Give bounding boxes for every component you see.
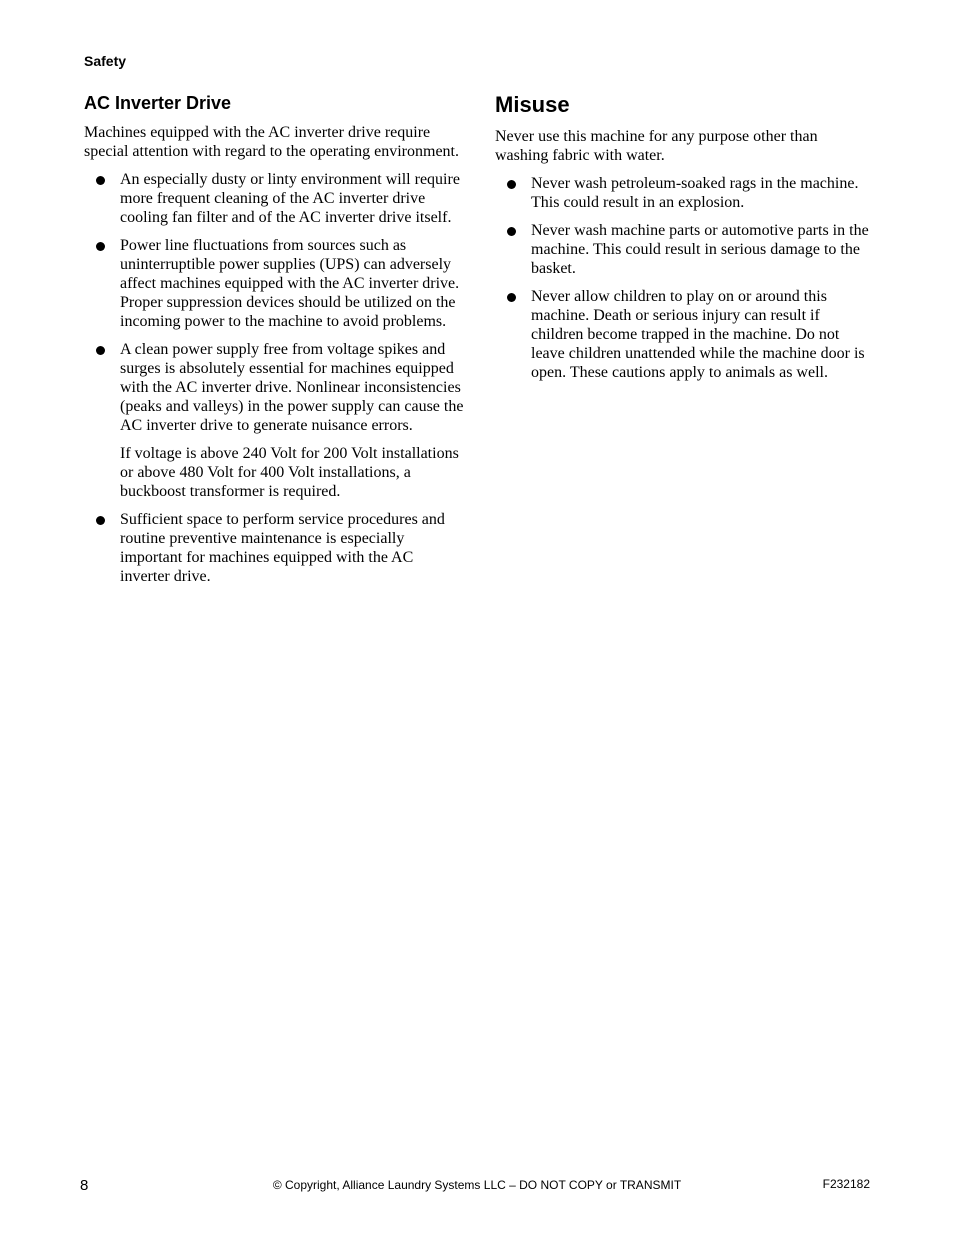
bullet-text: Never allow children to play on or around this machine. Death or serious injury can result if children become trapped in the machine. Do not leave children unattended while the machine door is open. These cautions apply to animals as well. <box>531 288 865 381</box>
list-item <box>84 510 466 586</box>
ac-inverter-intro: Machines equipped with the AC inverter drive require special attention with regard to the operating environment. <box>84 124 459 160</box>
bullet-icon <box>507 227 516 236</box>
bullet-extra-text: If voltage is above 240 Volt for 200 Volt installations or above 480 Volt for 400 Volt installations, a buckboost transformer is required. <box>120 445 459 500</box>
bullet-text: A clean power supply free from voltage spikes and surges is absolutely essential for machines equipped with the AC inverter drive. Nonlinear inconsistencies (peaks and valleys) in the power supply can cause the AC inverter drive to generate nuisance errors. <box>120 341 464 434</box>
list-item <box>495 287 873 382</box>
bullet-icon <box>96 516 105 525</box>
copyright-notice: © Copyright, Alliance Laundry Systems LLC – DO NOT COPY or TRANSMIT <box>272 1178 682 1192</box>
bullet-text: Never wash machine parts or automotive parts in the machine. This could result in serious damage to the basket. <box>531 222 869 277</box>
left-column <box>84 92 466 595</box>
list-item <box>495 174 873 212</box>
list-item <box>84 236 466 331</box>
document-code: F232182 <box>822 1177 870 1191</box>
bullet-text: Never wash petroleum-soaked rags in the machine. This could result in an explosion. <box>531 175 859 211</box>
list-item <box>495 221 873 278</box>
bullet-text: Power line fluctuations from sources such as uninterruptible power supplies (UPS) can adversely affect machines equipped with the AC inverter drive. Proper suppression devices should be utilized on the incoming power to the machine to avoid problems. <box>120 237 460 330</box>
bullet-icon <box>96 242 105 251</box>
list-item <box>84 340 466 501</box>
bullet-icon <box>507 180 516 189</box>
list-item <box>84 170 466 227</box>
misuse-intro: Never use this machine for any purpose other than washing fabric with water. <box>495 128 818 164</box>
ac-inverter-drive-heading: AC Inverter Drive <box>84 93 232 113</box>
bullet-icon <box>507 293 516 302</box>
bullet-text: Sufficient space to perform service procedures and routine preventive maintenance is especially important for machines equipped with the AC inverter drive. <box>120 511 445 585</box>
bullet-text: An especially dusty or linty environment will require more frequent cleaning of the AC inverter drive cooling fan filter and of the AC inverter drive itself. <box>120 171 460 226</box>
ac-inverter-bullet-list <box>84 170 466 586</box>
page-number: 8 <box>80 1177 89 1194</box>
bullet-icon <box>96 346 105 355</box>
bullet-icon <box>96 176 105 185</box>
misuse-bullet-list <box>495 174 873 382</box>
running-head: Safety <box>84 53 127 69</box>
misuse-heading: Misuse <box>495 92 570 117</box>
right-column <box>495 92 873 391</box>
